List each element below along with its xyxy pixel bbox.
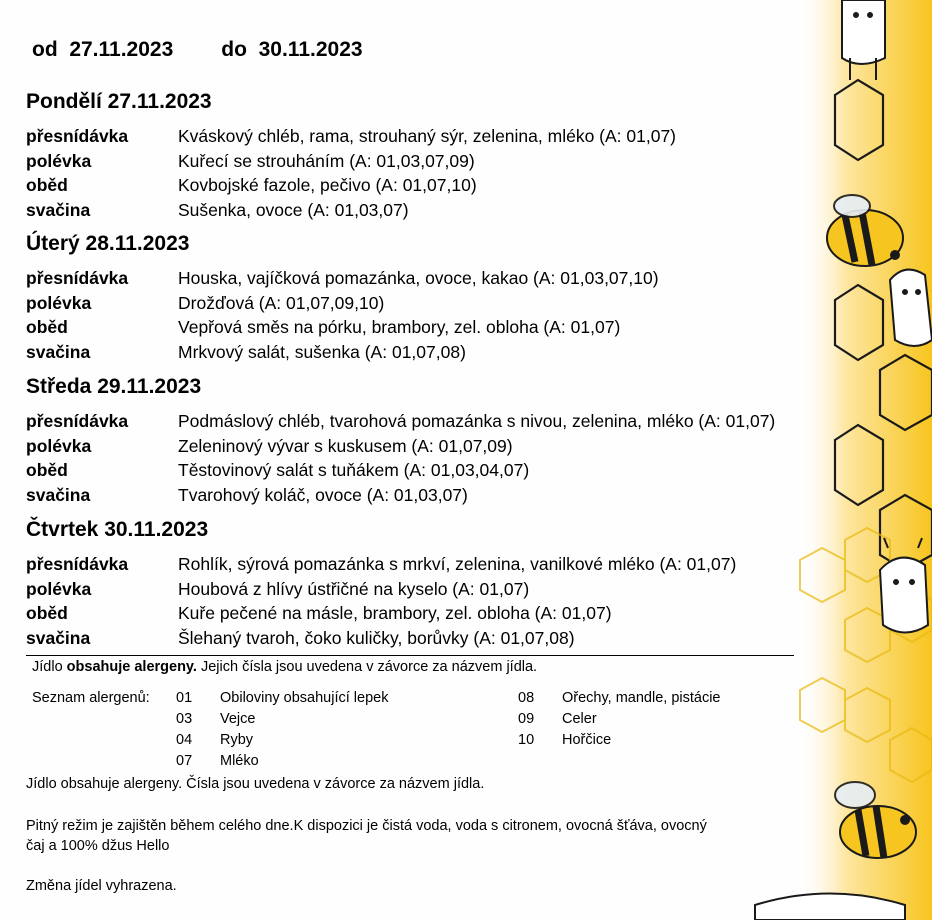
meal-text: Sušenka, ovoce (A: 01,03,07) [178,199,409,220]
allergen-item [176,732,253,748]
meal-text: Šlehaný tvaroh, čoko kuličky, borůvky (A: 01,07,08) [178,627,575,648]
meal-text: Těstovinový salát s tuňákem (A: 01,03,04,07) [178,460,530,480]
meal-text: Houbová z hlívy ústřičné na kyselo (A: 01,07) [178,578,530,599]
drinks-note-line2: čaj a 100% džus Hello [26,838,170,854]
week-range [32,38,363,62]
meal-label: oběd [26,460,68,480]
meal-row [26,577,876,602]
meal-row [26,291,876,316]
allergen-code: 01 [176,690,193,706]
day-section [26,230,876,364]
allergen-name: Vejce [220,711,256,727]
change-note: Změna jídel vyhrazena. [26,878,177,894]
meal-row [26,266,876,291]
allergen-name: Celer [562,711,597,727]
meal-text: Zeleninový vývar s kuskusem (A: 01,07,09) [178,435,513,456]
meal-row [26,315,876,340]
from-label: od [32,38,58,61]
drinks-note-line1: Pitný režim je zajištěn během celého dne.K dispozici je čistá voda, voda s citronem, ovocná šťáva, ovocný [26,818,707,834]
meal-row [26,483,876,508]
allergen-name: Ořechy, mandle, pistácie [562,690,721,706]
meal-text: Podmáslový chléb, tvarohová pomazánka s nivou, zelenina, mléko (A: 01,07) [178,411,776,431]
allergen-name: Ryby [220,732,254,748]
meal-label: přesnídávka [26,126,129,146]
allergen-code: 07 [176,753,193,769]
to-label: do [221,38,247,61]
meal-label: přesnídávka [26,411,129,431]
allergen-code: 03 [176,711,193,727]
meal-label: svačina [26,627,91,648]
meal-row [26,124,876,149]
from-date: 27.11.2023 [69,38,174,61]
meal-row [26,149,876,174]
meal-label: polévka [26,292,92,313]
allergen-name: Obiloviny obsahující lepek [220,690,389,706]
meal-row [26,458,876,483]
day-section [26,88,876,222]
meal-row [26,409,876,434]
meal-row [26,626,876,651]
allergen-item [518,732,611,748]
meal-text: Kovbojské fazole, pečivo (A: 01,07,10) [178,175,477,195]
meal-text: Drožďová (A: 01,07,09,10) [178,292,385,313]
to-date: 30.11.2023 [258,38,363,61]
meal-text: Houska, vajíčková pomazánka, ovoce, kakao (A: 01,03,07,10) [178,268,659,288]
meal-label: oběd [26,175,68,195]
allergen-item [176,753,259,769]
meal-row [26,340,876,365]
meal-row [26,434,876,459]
day-title: Úterý 28.11.2023 [26,232,190,255]
meal-label: polévka [26,578,92,599]
meal-label: oběd [26,317,68,337]
day-section [26,373,876,507]
meal-label: polévka [26,150,92,171]
allergen-item [518,690,721,706]
meal-label: přesnídávka [26,554,129,574]
meal-text: Rohlík, sýrová pomazánka s mrkví, zelenina, vanilkové mléko (A: 01,07) [178,554,737,574]
day-title: Pondělí 27.11.2023 [26,90,212,113]
allergen-item [176,690,388,706]
allergen-code: 08 [518,690,535,706]
meal-text: Vepřová směs na pórku, brambory, zel. obloha (A: 01,07) [178,317,621,337]
meal-text: Tvarohový koláč, ovoce (A: 01,03,07) [178,484,468,505]
allergen-name: Mléko [220,753,259,769]
meal-text: Kuře pečené na másle, brambory, zel. obloha (A: 01,07) [178,603,612,623]
allergen-item [176,711,255,727]
divider [26,655,794,656]
meal-label: svačina [26,199,91,220]
cartoon-figure-middle [890,270,932,346]
allergen-note: Jídlo obsahuje alergeny. Jejich čísla jsou uvedena v závorce za názvem jídla. [32,659,538,675]
meal-row [26,198,876,223]
meal-text: Mrkvový salát, sušenka (A: 01,07,08) [178,341,466,362]
meal-label: svačina [26,484,91,505]
allergen-name: Hořčice [562,732,612,748]
meal-label: oběd [26,603,68,623]
meal-text: Kuřecí se strouháním (A: 01,03,07,09) [178,150,475,171]
allergen-note-bold: obsahuje alergeny. [66,659,197,675]
allergen-code: 04 [176,732,193,748]
meal-row [26,173,876,198]
allergen-list-label: Seznam alergenů: [32,690,150,706]
meal-row [26,552,876,577]
allergen-code: 10 [518,732,535,748]
footer-allergen-note: Jídlo obsahuje alergeny. Čísla jsou uvedena v závorce za názvem jídla. [26,776,485,792]
meal-row [26,601,876,626]
meal-label: přesnídávka [26,268,129,288]
meal-label: polévka [26,435,92,456]
day-section [26,516,876,650]
day-title: Čtvrtek 30.11.2023 [26,518,209,541]
day-title: Středa 29.11.2023 [26,375,202,398]
allergen-code: 09 [518,711,535,727]
allergen-item [518,711,597,727]
meal-text: Kváskový chléb, rama, strouhaný sýr, zelenina, mléko (A: 01,07) [178,126,677,146]
meal-label: svačina [26,341,91,362]
